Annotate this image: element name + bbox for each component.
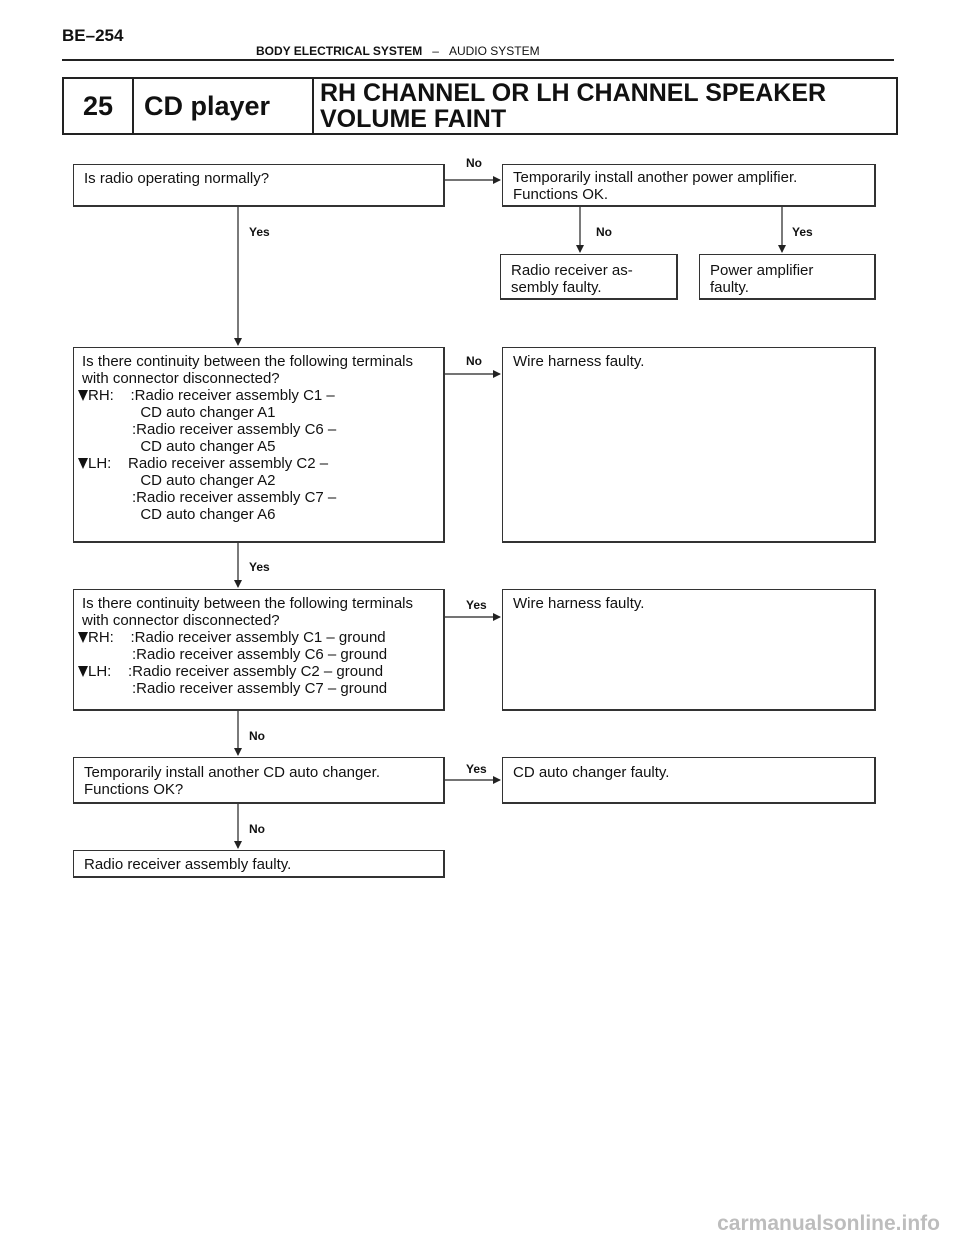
- result-wire-harness-faulty-1: [502, 347, 876, 543]
- box-line: Functions OK?: [84, 781, 184, 798]
- box-line: Is radio operating normally?: [84, 170, 270, 187]
- check-triangle-icon: [78, 390, 88, 401]
- box-line: Radio receiver assembly faulty.: [84, 856, 292, 873]
- box-line: Radio receiver as-: [511, 262, 633, 279]
- box-line: :Radio receiver assembly C7 – ground: [82, 680, 388, 697]
- problem-title: RH CHANNEL OR LH CHANNEL SPEAKER VOLUME FAINT: [320, 79, 827, 133]
- result-radio-receiver-faulty: [500, 254, 678, 300]
- box-line: Temporarily install another power amplifier.: [513, 169, 798, 186]
- question-cd-auto-changer: [73, 757, 445, 804]
- box-line: CD auto changer faulty.: [513, 764, 670, 781]
- label-yes: Yes: [466, 762, 487, 776]
- label-yes: Yes: [466, 598, 487, 612]
- label-yes: Yes: [792, 225, 813, 239]
- box-line: Functions OK.: [513, 186, 609, 203]
- question-radio-normal: [73, 164, 445, 207]
- result-radio-receiver-assembly-faulty: [73, 850, 445, 878]
- section-title: BODY ELECTRICAL SYSTEM: [256, 44, 423, 58]
- box-line: CD auto changer A6: [82, 506, 276, 523]
- check-triangle-icon: [78, 632, 88, 643]
- problem-number: 25: [64, 79, 134, 133]
- label-no: No: [249, 729, 265, 743]
- watermark: carmanualsonline.info: [717, 1212, 940, 1235]
- box-line: sembly faulty.: [511, 279, 602, 296]
- box-line: CD auto changer A2: [82, 472, 276, 489]
- question-power-amplifier: [502, 164, 876, 207]
- result-cd-auto-changer-faulty: [502, 757, 876, 804]
- box-line: Is there continuity between the following terminals: [82, 353, 414, 370]
- box-line: :Radio receiver assembly C7 –: [82, 489, 337, 506]
- label-yes: Yes: [249, 225, 270, 239]
- box-line: CD auto changer A1: [82, 404, 276, 421]
- box-line-text: LH: :Radio receiver assembly C2 – ground: [88, 663, 384, 680]
- label-yes: Yes: [249, 560, 270, 574]
- subsection-title: AUDIO SYSTEM: [448, 44, 540, 58]
- box-line-text: RH: :Radio receiver assembly C1 – ground: [88, 629, 386, 646]
- box-line: [82, 663, 433, 680]
- box-line: [82, 455, 433, 472]
- box-line: Is there continuity between the following terminals: [82, 595, 414, 612]
- box-line-text: LH: Radio receiver assembly C2 –: [88, 455, 329, 472]
- check-triangle-icon: [78, 458, 88, 469]
- label-no: No: [596, 225, 612, 239]
- label-no: No: [466, 354, 482, 368]
- box-line: :Radio receiver assembly C6 –: [82, 421, 337, 438]
- box-line: with connector disconnected?: [82, 370, 280, 387]
- label-no: No: [249, 822, 265, 836]
- box-line: :Radio receiver assembly C6 – ground: [82, 646, 388, 663]
- label-no: No: [466, 156, 482, 170]
- box-line: Wire harness faulty.: [513, 353, 645, 370]
- box-line: [82, 629, 433, 646]
- check-triangle-icon: [78, 666, 88, 677]
- result-power-amplifier-faulty: [699, 254, 876, 300]
- question-continuity-changer: [73, 347, 445, 543]
- component-name: CD player: [134, 79, 314, 133]
- box-line: Power amplifier: [710, 262, 814, 279]
- box-line: Temporarily install another CD auto changer.: [84, 764, 380, 781]
- box-line: Wire harness faulty.: [513, 595, 645, 612]
- box-line: [82, 387, 433, 404]
- header-separator: –: [432, 44, 439, 58]
- page-number: BE–254: [62, 26, 124, 45]
- box-line: faulty.: [710, 279, 749, 296]
- box-line: CD auto changer A5: [82, 438, 276, 455]
- box-line-text: RH: :Radio receiver assembly C1 –: [88, 387, 335, 404]
- result-wire-harness-faulty-2: [502, 589, 876, 711]
- box-line: with connector disconnected?: [82, 612, 280, 629]
- question-continuity-ground: [73, 589, 445, 711]
